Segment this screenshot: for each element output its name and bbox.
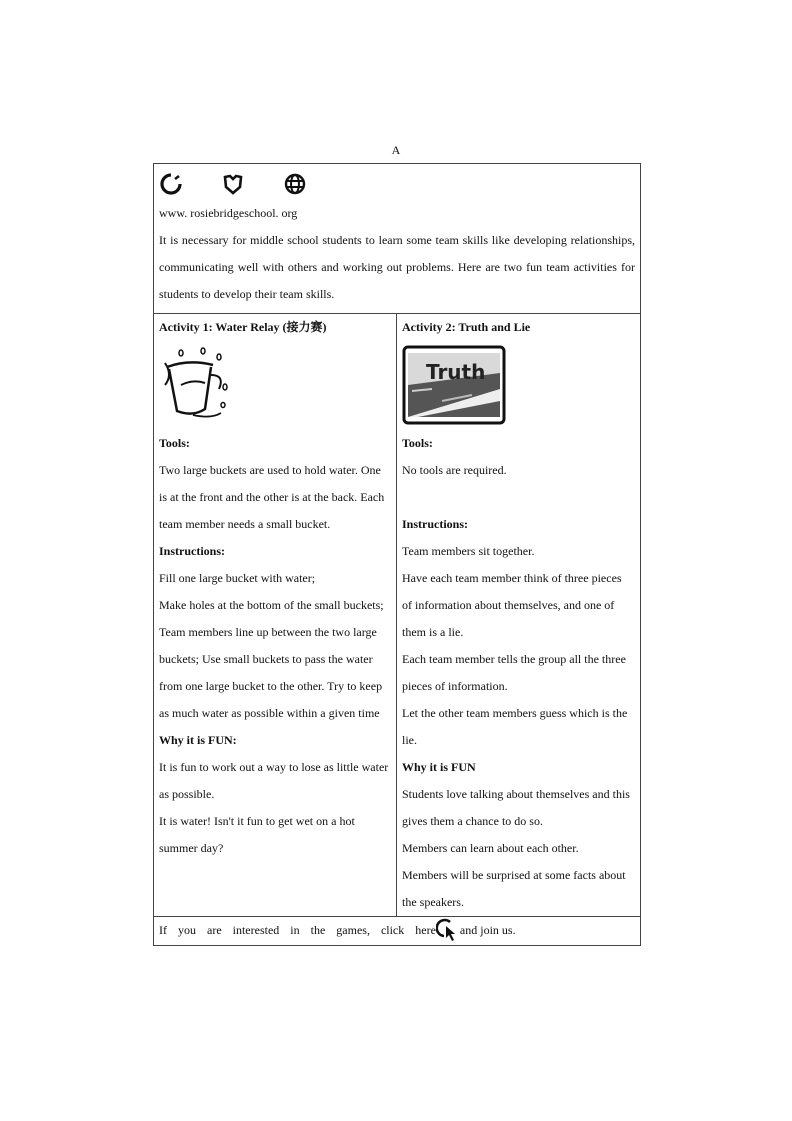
tools-line: No tools are required. — [402, 463, 507, 477]
tools-heading: Tools: — [159, 436, 190, 450]
fun-line: gives them a chance to do so. — [402, 814, 543, 828]
activity-2-title: Activity 2: Truth and Lie — [402, 320, 531, 334]
instructions-heading: Instructions: — [159, 544, 226, 558]
spacer-line — [402, 484, 635, 511]
globe-icon[interactable] — [283, 172, 307, 196]
shield-icon[interactable] — [221, 172, 245, 196]
instruction-line: Fill one large bucket with water; — [159, 571, 316, 585]
footer-row — [154, 917, 640, 945]
instruction-line: lie. — [402, 733, 417, 747]
fun-line: the speakers. — [402, 895, 464, 909]
page-label: A — [391, 143, 401, 157]
fun-line: Members can learn about each other. — [402, 841, 579, 855]
instructions-heading: Instructions: — [402, 517, 469, 531]
fun-line: Students love talking about themselves and this — [402, 787, 630, 801]
footer-text: If you are interested in the games, click here — [159, 923, 436, 937]
bucket-icon — [159, 345, 231, 423]
intro-line: It is necessary for middle school students to learn some team skills like developing relationships, — [159, 233, 635, 247]
footer-text-end: and join us. — [459, 923, 516, 937]
website-url[interactable]: www. rosiebridgeschool. org — [159, 206, 298, 220]
truth-lie-picture — [402, 345, 506, 425]
fun-line: It is water! Isn't it fun to get wet on a hot — [159, 814, 355, 828]
tools-line: is at the front and the other is at the back. Each — [159, 490, 385, 504]
intro-line: students to develop their team skills. — [159, 287, 335, 301]
activity-2-column — [397, 314, 640, 916]
instruction-line: buckets; Use small buckets to pass the water — [159, 652, 373, 666]
instruction-line: Have each team member think of three pieces — [402, 571, 622, 585]
instruction-line: them is a lie. — [402, 625, 464, 639]
instruction-line: Team members line up between the two large — [159, 625, 377, 639]
activity-sheet — [153, 163, 641, 946]
truth-lie-image — [402, 341, 635, 430]
social-icons — [159, 167, 635, 200]
header-section — [154, 164, 640, 314]
tools-line: team member needs a small bucket. — [159, 517, 331, 531]
instruction-line: Team members sit together. — [402, 544, 535, 558]
activities-row — [154, 314, 640, 917]
fun-line: It is fun to work out a way to lose as little water — [159, 760, 389, 774]
tools-heading: Tools: — [402, 436, 433, 450]
instruction-line: Make holes at the bottom of the small buckets; — [159, 598, 384, 612]
activity-1-column — [154, 314, 397, 916]
tools-line: Two large buckets are used to hold water. One — [159, 463, 381, 477]
instruction-line: of information about themselves, and one of — [402, 598, 615, 612]
click-here-icon[interactable] — [436, 918, 460, 942]
fun-heading: Why it is FUN: — [159, 733, 237, 747]
fun-line: Members will be surprised at some facts about — [402, 868, 626, 882]
fun-line: as possible. — [159, 787, 215, 801]
fun-line: summer day? — [159, 841, 224, 855]
instruction-line: Each team member tells the group all the three — [402, 652, 626, 666]
instruction-line: Let the other team members guess which is the — [402, 706, 628, 720]
bucket-image — [159, 341, 391, 430]
instruction-line: as much water as possible within a given time — [159, 706, 380, 720]
activity-1-title: Activity 1: Water Relay (接力赛) — [159, 320, 327, 334]
fun-heading: Why it is FUN — [402, 760, 476, 774]
instruction-line: pieces of information. — [402, 679, 508, 693]
instruction-line: from one large bucket to the other. Try to keep — [159, 679, 383, 693]
intro-line: communicating well with others and working out problems. Here are two fun team activities for — [159, 260, 635, 274]
github-like-icon[interactable] — [159, 172, 183, 196]
truth-label: Truth — [426, 360, 486, 384]
